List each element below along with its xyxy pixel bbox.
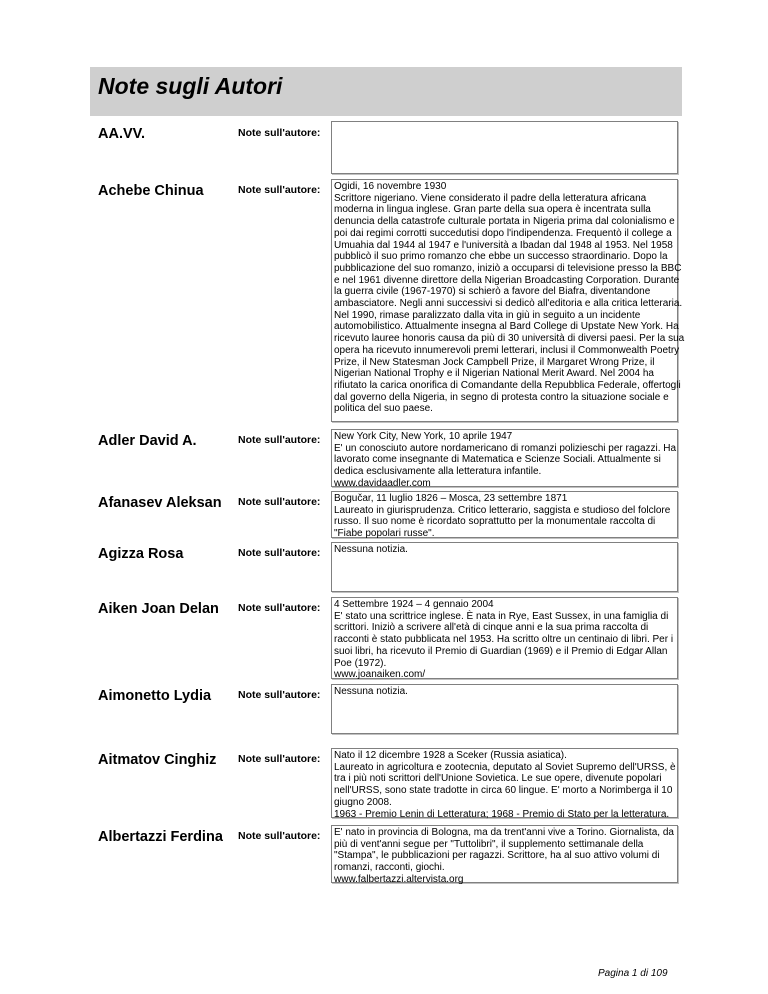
- author-notes-box: [331, 429, 678, 487]
- author-name: Afanasev Aleksan: [98, 495, 222, 511]
- note-line: 4 Settembre 1924 – 4 gennaio 2004: [334, 599, 494, 610]
- note-line: automobilistico. Attualmente insegna al Bard College di Upstate New York. Ha: [334, 321, 679, 333]
- note-line: 1963 - Premio Lenin di Letteratura; 1968 - Premio di Stato per la letteratura.: [334, 808, 670, 820]
- author-name: Adler David A.: [98, 433, 197, 449]
- note-line: giugno 2008.: [334, 796, 392, 808]
- author-name: Aiken Joan Delan: [98, 601, 219, 617]
- note-line: poi dai regimi corrotti succedutisi dopo l'indipendenza. Frequentò il college a: [334, 227, 672, 239]
- note-line: www.falbertazzi.altervista.org: [334, 873, 464, 885]
- note-line: www.joanaiken.com/: [334, 669, 426, 681]
- note-label: Note sull'autore:: [238, 127, 321, 139]
- author-name: Aimonetto Lydia: [98, 688, 212, 704]
- author-name: Albertazzi Ferdina: [98, 829, 223, 845]
- note-line: Nato il 12 dicembre 1928 a Sceker (Russia asiatica).: [334, 750, 567, 761]
- note-line: E' un conosciuto autore nordamericano di romanzi polizieschi per ragazzi. Ha: [334, 442, 677, 454]
- note-line: la guerra civile (1967-1970) si schierò a favore del Biafra, diventandone: [334, 286, 651, 298]
- author-notes-box: [331, 597, 678, 679]
- note-line: pubblicò il suo primo romanzo che ebbe un successo straordinario. Dopo la: [334, 251, 668, 263]
- note-line: Scrittore nigeriano. Viene considerato il padre della letteratura africana: [334, 192, 647, 204]
- note-line: ricevuto lauree honoris causa da più di 30 università di diversi paesi. Per la sua: [334, 333, 685, 345]
- note-line: Ogidi, 16 novembre 1930: [334, 181, 447, 192]
- note-line: E' nato in provincia di Bologna, ma da trent'anni vive a Torino. Giornalista, da: [334, 827, 674, 838]
- note-label: Note sull'autore:: [238, 830, 321, 842]
- author-name: Achebe Chinua: [98, 183, 204, 199]
- note-line: New York City, New York, 10 aprile 1947: [334, 431, 513, 442]
- note-line: E' stato una scrittrice inglese. È nata in Rye, East Sussex, in una famiglia di: [334, 610, 669, 622]
- note-line: nell'URSS, sono state tradotte in circa 60 lingue. E' morto a Norimberga il 10: [334, 785, 673, 797]
- author-notes-box: [331, 542, 678, 592]
- note-line: ambasciatore. Negli anni successivi si dedicò all'editoria e alla critica letteraria.: [334, 298, 683, 310]
- note-label: Note sull'autore:: [238, 496, 321, 508]
- author-notes-box: [331, 491, 678, 538]
- note-line: Nigerian National Trophy e il Nigerian National Merit Award. Nel 2004 ha: [334, 368, 654, 380]
- note-label: Note sull'autore:: [238, 689, 321, 701]
- note-line: tra i più noti scrittori dell'Unione Sovietica. Le sue opere, divenute popolari: [334, 773, 662, 785]
- note-line: russo. Il suo nome è ricordato soprattutto per la monumentale raccolta di: [334, 516, 656, 528]
- note-line: lavorato come insegnante di Matematica e Scienze Sociali. Attualmente si: [334, 454, 661, 466]
- note-label: Note sull'autore:: [238, 602, 321, 614]
- note-line: Nessuna notizia.: [334, 686, 408, 697]
- note-line: "Fiabe popolari russe".: [334, 528, 435, 540]
- note-line: Laureato in giurisprudenza. Critico letterario, saggista e studioso del folclore: [334, 504, 671, 516]
- note-line: Poe (1972).: [334, 657, 387, 669]
- author-name: Aitmatov Cinghiz: [98, 752, 217, 768]
- note-label: Note sull'autore:: [238, 184, 321, 196]
- note-line: moderna in lingua inglese. Gran parte della sua opera è incentrata sulla: [334, 204, 651, 216]
- note-line: Laureato in agricoltura e zootecnia, deputato al Soviet Supremo dell'URSS, è: [334, 761, 676, 773]
- author-notes-box: [331, 684, 678, 734]
- author-notes-box: [331, 179, 685, 422]
- note-label: Note sull'autore:: [238, 434, 321, 446]
- note-line: Bogučar, 11 luglio 1826 – Mosca, 23 settembre 1871: [334, 493, 568, 504]
- note-label: Note sull'autore:: [238, 753, 321, 765]
- page-number: Pagina 1 di 109: [598, 968, 668, 979]
- note-line: "Stampa", le pubblicazioni per ragazzi. Scrittore, ha al suo attivo volumi di: [334, 850, 660, 862]
- note-line: suoi libri, ha ricevuto il Premio di Guardian (1969) e il Premio di Edgar Allan: [334, 645, 668, 657]
- note-line: www.davidaadler.com: [334, 477, 431, 489]
- note-line: Nel 1990, rimase paralizzato dalla vita in giù in seguito a un incidente: [334, 309, 641, 321]
- note-line: pubblicazione del suo romanzo, iniziò a occuparsi di televisione presso la BBC: [334, 262, 682, 274]
- title-banner: [90, 67, 682, 116]
- author-notes-box: [331, 825, 678, 883]
- note-line: Prize, il New Statesman Jock Campbell Prize, il Margaret Wrong Prize, il: [334, 356, 655, 368]
- author-notes-box: [331, 748, 678, 818]
- note-line: racconti è stato pubblicata nel 1953. Ha scritto oltre un centinaio di libri. Per i: [334, 634, 674, 646]
- note-line: Umuahia dal 1944 al 1947 e l'università a Ibadan dal 1948 al 1953. Nel 1958: [334, 239, 673, 251]
- note-line: rifiutato la carica onorifica di Comandante della Repubblica Federale, offertogli: [334, 379, 681, 391]
- note-line: più di vent'anni segue per "Tuttolibri", il supplemento settimanale della: [334, 838, 644, 850]
- note-label: Note sull'autore:: [238, 547, 321, 559]
- note-line: denuncia della catastrofe culturale portata in Nigeria prima dal colonialismo e: [334, 216, 675, 228]
- note-line: dedica esclusivamente alla letteratura infantile.: [334, 466, 542, 478]
- note-line: dal governo della Nigeria, in segno di protesta contro la situazione sociale e: [334, 391, 669, 403]
- author-name: AA.VV.: [98, 126, 146, 142]
- note-line: e nel 1961 divenne direttore della Nigerian Broadcasting Corporation. Durante: [334, 274, 680, 286]
- note-line: opera ha ricevuto innumerevoli premi letterari, inclusi il Commonwealth Poetry: [334, 344, 680, 356]
- note-line: Nessuna notizia.: [334, 544, 408, 555]
- note-line: romanzi, racconti, giochi.: [334, 862, 445, 874]
- note-line: scrittori. Iniziò a scrivere all'età di cinque anni e la sua prima raccolta di: [334, 622, 649, 634]
- author-name: Agizza Rosa: [98, 546, 184, 562]
- note-line: politica del suo paese.: [334, 403, 433, 415]
- page-title: Note sugli Autori: [98, 73, 283, 99]
- author-notes-box: [331, 121, 678, 174]
